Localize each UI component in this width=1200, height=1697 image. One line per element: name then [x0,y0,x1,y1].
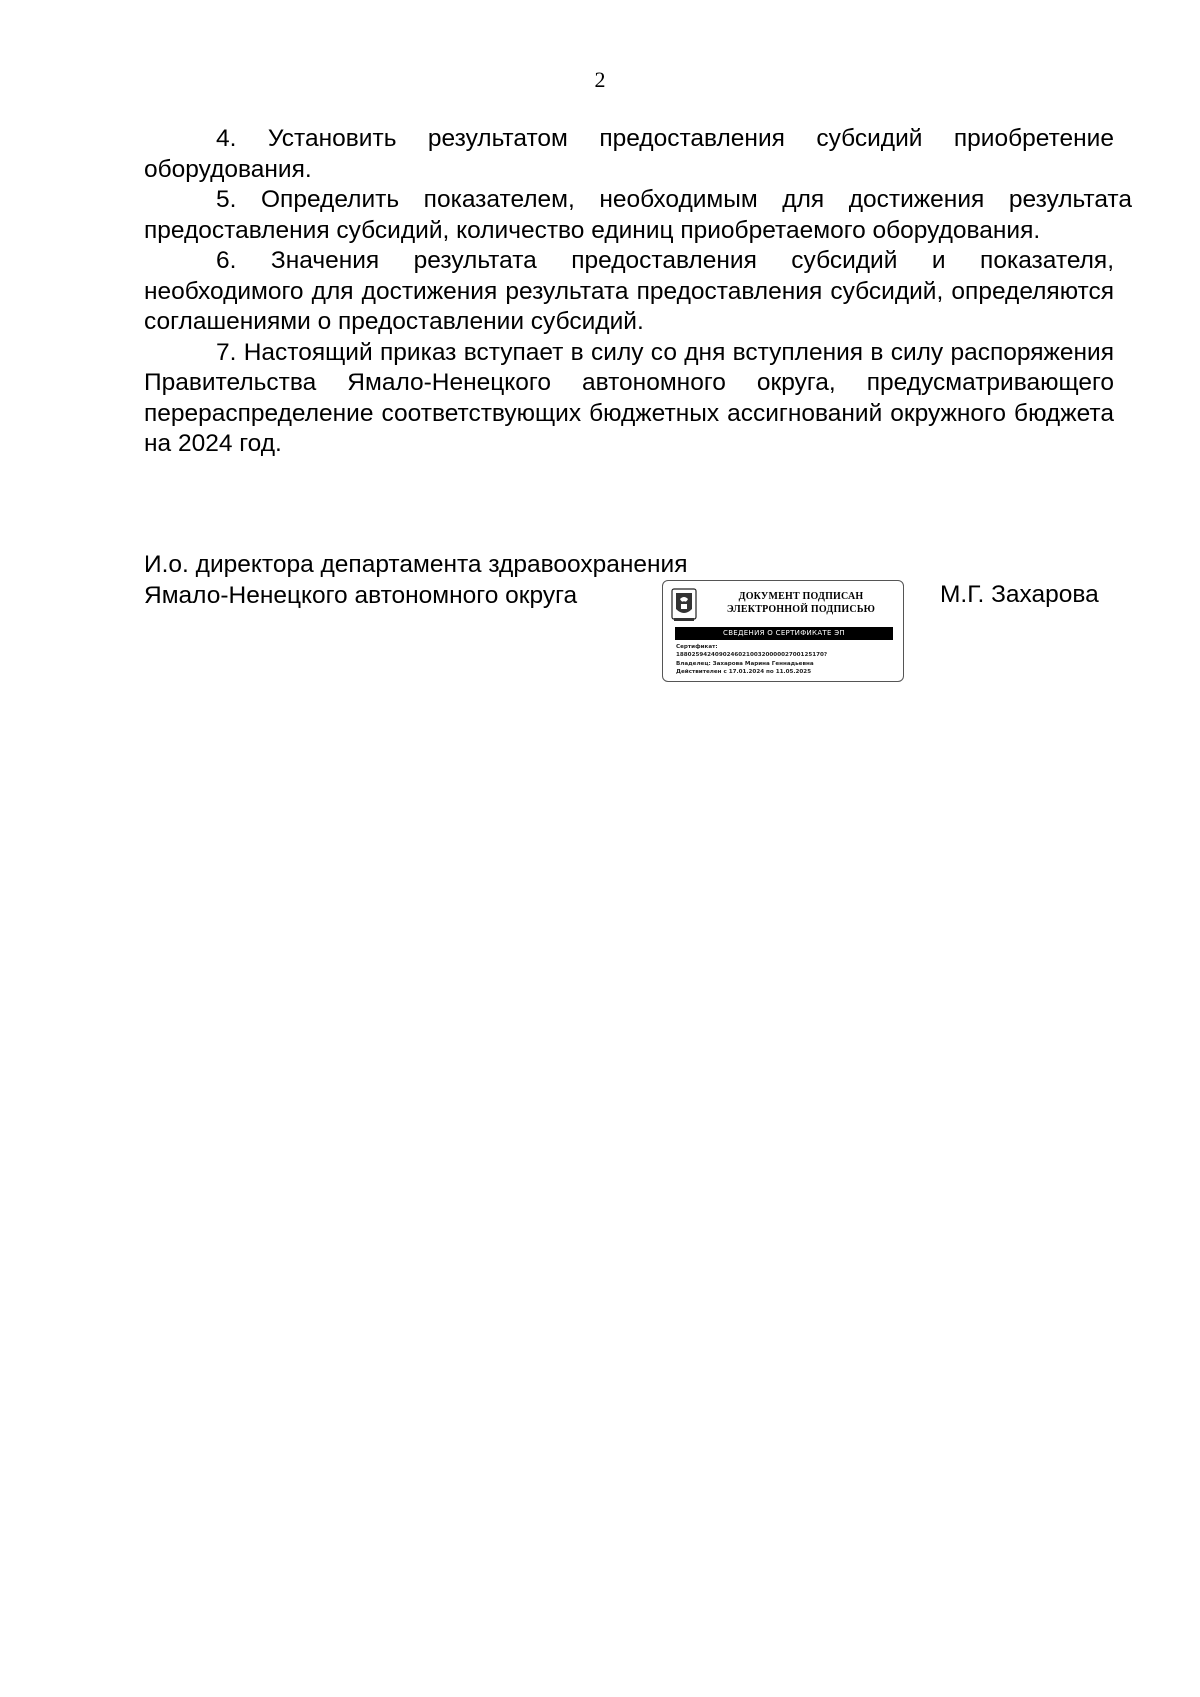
stamp-title-line2: ЭЛЕКТРОННОЙ ПОДПИСЬЮ [726,604,876,615]
certificate-number: 18802594240902460210032000002700125170? [676,652,828,659]
certificate-validity: Действителен с 17.01.2024 по 11.05.2025 [676,669,812,676]
certificate-owner: Владелец: Захарова Марина Геннадьевна [676,660,814,667]
signer-position-line1: И.о. директора департамента здравоохранения [144,551,688,578]
stamp-title [703,590,899,616]
stamp-title-line1: ДОКУМЕНТ ПОДПИСАН [738,591,864,602]
page-number: 2 [594,67,606,92]
electronic-signature-stamp [662,580,904,682]
stamp-info-header: СВЕДЕНИЯ О СЕРТИФИКАТЕ ЭП [675,627,893,640]
coat-of-arms-icon [671,587,697,623]
paragraph-4: 4. Установить результатом предоставления субсидий приобретение оборудования. [144,125,1114,183]
document-body [144,124,1132,460]
stamp-certificate-info [676,643,900,677]
certificate-label: Сертификат: [676,644,718,650]
signer-position-line2: Ямало-Ненецкого автономного округа [144,581,578,609]
paragraph-7: 7. Настоящий приказ вступает в силу со дня вступления в силу распоряжения Правительства Ямало-Ненецкого автономного округа, предусматривающего перераспределение соответствующих бюджетных ассигнований окружного бюджета на 2024 год. [144,338,1114,457]
paragraph-6: 6. Значения результата предоставления субсидий и показателя, необходимого для достижения результата предоставления субсидий, определяются соглашениями о предоставлении субсидий. [144,247,1114,335]
paragraph-5: 5. Определить показателем, необходимым для достижения результата предоставления субсидий, количество единиц приобретаемого оборудования. [144,186,1132,244]
signer-name: М.Г. Захарова [940,581,1099,608]
